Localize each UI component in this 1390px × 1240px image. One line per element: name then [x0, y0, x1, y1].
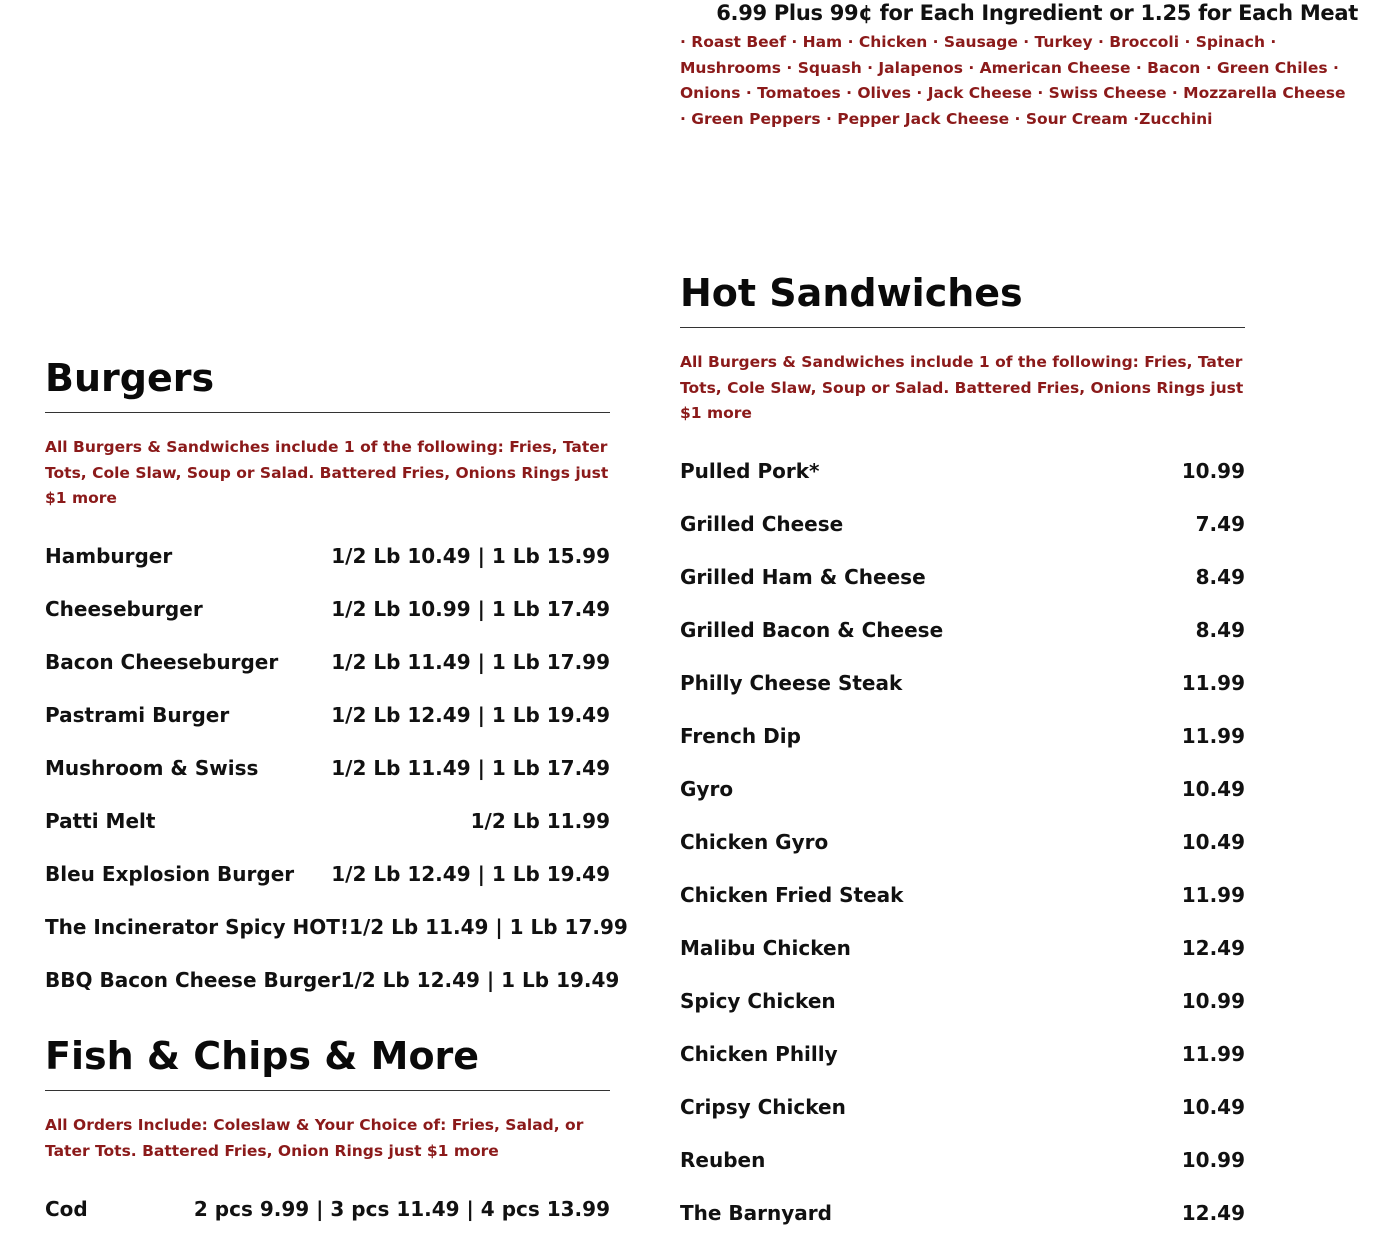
menu-item-row [45, 1182, 610, 1235]
menu-item-price: 1/2 Lb 12.49 | 1 Lb 19.49 [340, 968, 620, 992]
menu-item-row [680, 604, 1245, 657]
menu-item-row [45, 530, 610, 583]
menu-item-name: Bacon Cheeseburger [45, 650, 279, 674]
menu-item-name: Reuben [680, 1148, 766, 1172]
menu-item-price: 8.49 [1195, 565, 1245, 589]
menu-item-name: Malibu Chicken [680, 936, 851, 960]
burgers-title: Burgers [45, 350, 610, 413]
menu-item-price: 1/2 Lb 10.99 | 1 Lb 17.49 [331, 597, 610, 621]
menu-item-price: 8.49 [1195, 618, 1245, 642]
menu-item-row [680, 657, 1245, 710]
menu-item-row [680, 498, 1245, 551]
menu-item-price: 10.99 [1181, 989, 1245, 1013]
menu-item-price: 11.99 [1181, 724, 1245, 748]
ingredient-list: · Roast Beef · Ham · Chicken · Sausage · Turkey · Broccoli · Spinach · Mushrooms · Squash · Jalapenos · American Cheese · Bacon · Green Chiles · Onions · Tomatoes · Olives · Jack Cheese · Swiss Cheese · Mozzarella Cheese · Green Peppers · Pepper Jack Cheese · Sour Cream ·Zucchini [680, 33, 1346, 128]
hot-sandwiches-list [680, 445, 1245, 1240]
menu-item-name: Gyro [680, 777, 734, 801]
hot-sandwiches-section [680, 265, 1245, 1240]
menu-item-name: Pulled Pork* [680, 459, 820, 483]
menu-item-price: 10.49 [1181, 1095, 1245, 1119]
menu-item-price: 1/2 Lb 10.49 | 1 Lb 15.99 [331, 544, 610, 568]
burgers-note: All Burgers & Sandwiches include 1 of the following: Fries, Tater Tots, Cole Slaw, Soup or Salad. Battered Fries, Onions Rings just $1 more [45, 438, 609, 507]
menu-item-name: Chicken Gyro [680, 830, 829, 854]
menu-item-name: Patti Melt [45, 809, 156, 833]
menu-item-name: Hamburger [45, 544, 173, 568]
menu-item-name: French Dip [680, 724, 801, 748]
build-your-own-section [680, 0, 1370, 132]
menu-item-row [680, 763, 1245, 816]
menu-item-price: 1/2 Lb 12.49 | 1 Lb 19.49 [331, 703, 610, 727]
burgers-section [45, 350, 628, 1007]
menu-item-row [680, 1081, 1245, 1134]
menu-item-row [45, 848, 610, 901]
menu-item-price: 10.99 [1181, 459, 1245, 483]
fish-note: All Orders Include: Coleslaw & Your Choice of: Fries, Salad, or Tater Tots. Battered Fries, Onion Rings just $1 more [45, 1116, 584, 1160]
menu-item-price: 1/2 Lb 11.49 | 1 Lb 17.99 [331, 650, 610, 674]
hot-sandwiches-title: Hot Sandwiches [680, 265, 1245, 328]
menu-item-name: BBQ Bacon Cheese Burger [45, 968, 341, 992]
hot-sandwiches-note: All Burgers & Sandwiches include 1 of the following: Fries, Tater Tots, Cole Slaw, Soup or Salad. Battered Fries, Onions Rings just $1 more [680, 353, 1244, 422]
menu-item-row [680, 1028, 1245, 1081]
menu-item-row [45, 742, 610, 795]
menu-item-name: Cripsy Chicken [680, 1095, 846, 1119]
menu-item-name: The Barnyard [680, 1201, 832, 1225]
menu-item-price: 10.49 [1181, 777, 1245, 801]
menu-item-row [45, 583, 610, 636]
menu-item-price: 11.99 [1181, 671, 1245, 695]
menu-item-price: 11.99 [1181, 883, 1245, 907]
menu-item-row [680, 869, 1245, 922]
menu-item-name: Pastrami Burger [45, 703, 230, 727]
menu-item-name: Spicy Chicken [680, 989, 836, 1013]
menu-item-name: Philly Cheese Steak [680, 671, 903, 695]
menu-item-price: 1/2 Lb 11.49 | 1 Lb 17.49 [331, 756, 610, 780]
menu-item-price: 7.49 [1195, 512, 1245, 536]
menu-item-row [45, 636, 610, 689]
burgers-list [45, 530, 628, 1007]
menu-item-name: Cod [45, 1196, 88, 1221]
build-price-line: 6.99 Plus 99¢ for Each Ingredient or 1.25 for Each Meat [716, 1, 1358, 25]
menu-item-row [680, 1187, 1245, 1240]
menu-item-name: Chicken Philly [680, 1042, 838, 1066]
menu-item-row [680, 922, 1245, 975]
menu-item-row [45, 689, 610, 742]
menu-item-row [45, 901, 628, 954]
menu-item-row [680, 816, 1245, 869]
menu-item-name: Grilled Ham & Cheese [680, 565, 926, 589]
fish-title: Fish & Chips & More [45, 1028, 610, 1091]
menu-item-name: Grilled Cheese [680, 512, 844, 536]
menu-item-name: Grilled Bacon & Cheese [680, 618, 944, 642]
menu-item-price: 10.49 [1181, 830, 1245, 854]
menu-item-row [680, 445, 1245, 498]
menu-item-price: 2 pcs 9.99 | 3 pcs 11.49 | 4 pcs 13.99 [193, 1196, 610, 1221]
fish-list [45, 1182, 610, 1235]
menu-item-name: Chicken Fried Steak [680, 883, 904, 907]
menu-item-price: 10.99 [1181, 1148, 1245, 1172]
menu-item-row [45, 954, 620, 1007]
menu-item-price: 11.99 [1181, 1042, 1245, 1066]
menu-item-name: Mushroom & Swiss [45, 756, 259, 780]
menu-item-price: 1/2 Lb 11.49 | 1 Lb 17.99 [349, 915, 628, 939]
menu-item-price: 12.49 [1181, 1201, 1245, 1225]
menu-item-price: 12.49 [1181, 936, 1245, 960]
menu-item-row [680, 975, 1245, 1028]
menu-item-name: The Incinerator Spicy HOT! [45, 915, 350, 939]
menu-item-row [680, 551, 1245, 604]
fish-section [45, 1028, 610, 1235]
menu-item-price: 1/2 Lb 11.99 [470, 809, 610, 833]
menu-item-row [680, 710, 1245, 763]
menu-item-row [45, 795, 610, 848]
menu-item-row [680, 1134, 1245, 1187]
menu-item-name: Bleu Explosion Burger [45, 862, 295, 886]
menu-item-price: 1/2 Lb 12.49 | 1 Lb 19.49 [331, 862, 610, 886]
menu-item-name: Cheeseburger [45, 597, 203, 621]
